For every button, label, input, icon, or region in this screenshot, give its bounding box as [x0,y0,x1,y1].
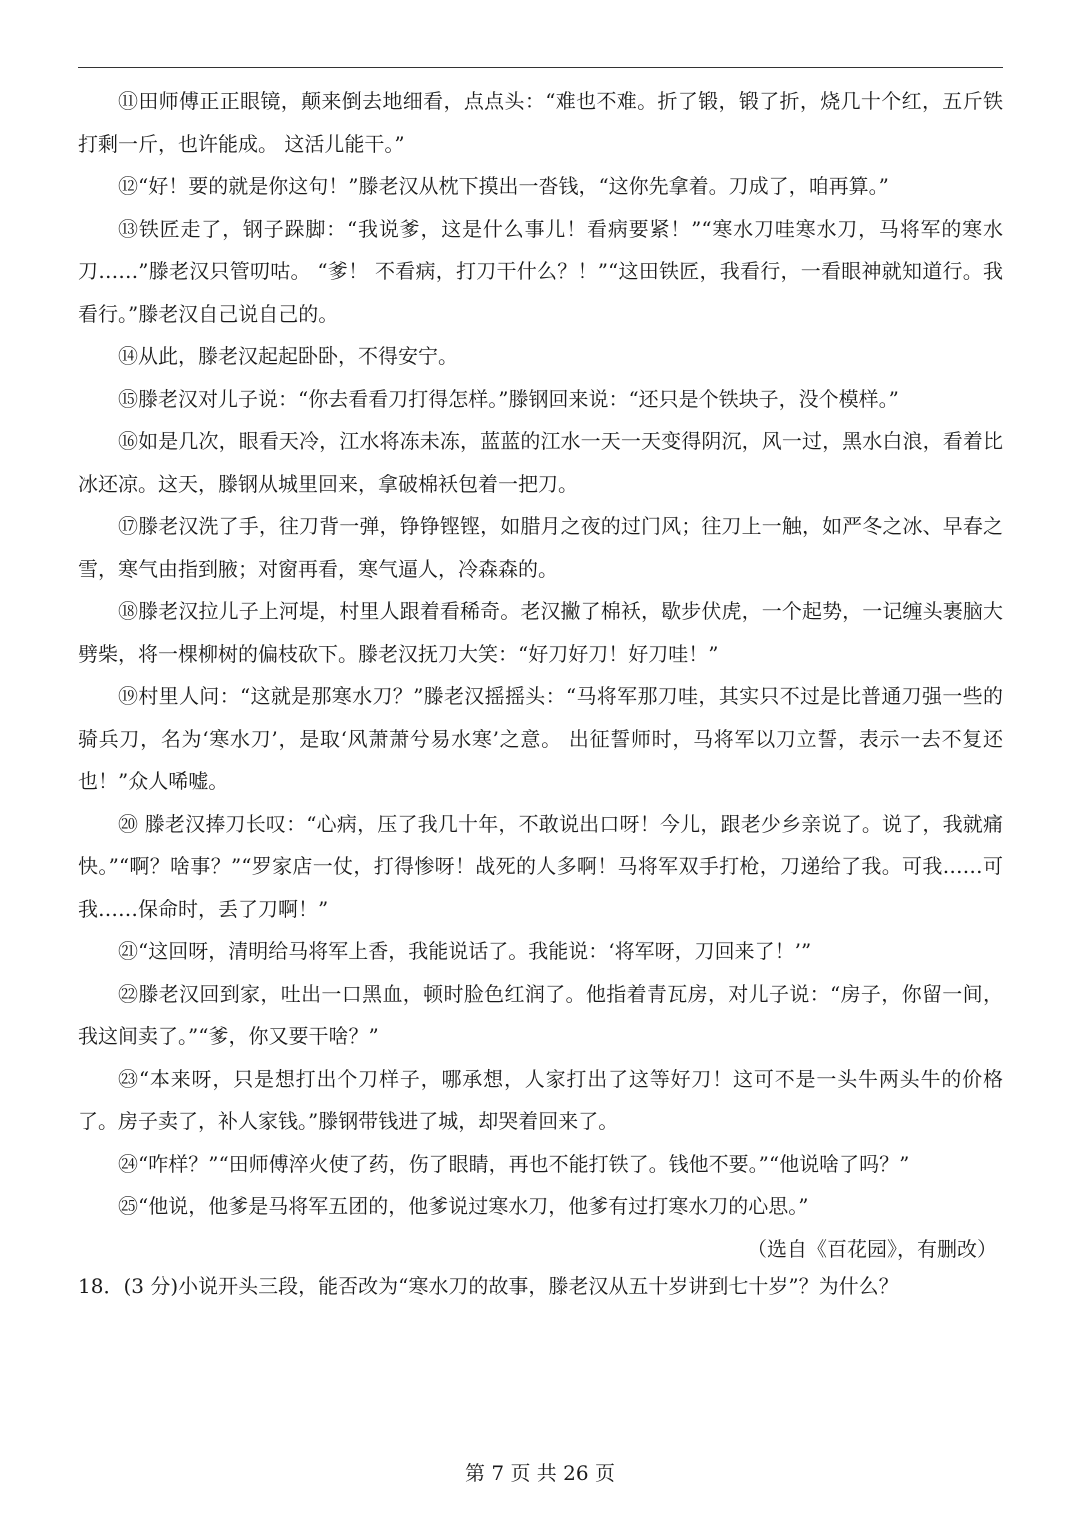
top-divider-line [78,67,1003,68]
story-text [78,80,1003,1270]
paragraph-16: ⑯如是几次，眼看天冷，江水将冻未冻，蓝蓝的江水一天一天变得阴沉，风一过，黑水白浪，看着比冰还凉。这天，滕钢从城里回来，拿破棉袄包着一把刀。 [78,429,1003,496]
paragraph-24: ㉔“咋样？”“田师傅淬火使了药，伤了眼睛，再也不能打铁了。钱他不要。”“他说啥了吗？” [118,1151,910,1176]
question-18: 18．(3 分)小说开头三段，能否改为“寒水刀的故事，滕老汉从五十岁讲到七十岁”？为什么？ [78,1274,899,1298]
paragraph-15: ⑮滕老汉对儿子说：“你去看看刀打得怎样。”滕钢回来说：“还只是个铁块子，没个模样。” [118,386,899,411]
paragraph-21: ㉑“这回呀，清明给马将军上香，我能说话了。我能说：‘将军呀，刀回来了！’” [118,939,812,963]
page-number-footer: 第 7 页 共 26 页 [465,1461,615,1485]
source-note: （选自《百花园》，有删改） [747,1236,997,1261]
paragraph-22: ㉒滕老汉回到家，吐出一口黑血，顿时脸色红润了。他指着青瓦房，对儿子说：“房子，你留一间，我这间卖了。”“爹，你又要干啥？” [78,981,1003,1048]
paragraph-12: ⑫“好！要的就是你这句！”滕老汉从枕下摸出一沓钱，“这你先拿着。刀成了，咱再算。” [118,174,889,198]
paragraph-14: ⑭从此，滕老汉起起卧卧，不得安宁。 [118,344,458,368]
paragraph-20: ⑳ 滕老汉捧刀长叹：“心病，压了我几十年，不敢说出口呀！今儿，跟老少乡亲说了。说了，我就痛快。”“啊？啥事？”“罗家店一仗，打得惨呀！战死的人多啊！马将军双手打枪，刀递给了我。可我……可我……保命时，丢了刀啊！” [78,811,1003,921]
paragraph-25: ㉕“他说，他爹是马将军五团的，他爹说过寒水刀，他爹有过打寒水刀的心思。” [118,1194,809,1218]
paragraph-18: ⑱滕老汉拉儿子上河堤，村里人跟着看稀奇。老汉撇了棉袄，歇步伏虎，一个起势，一记缠头裹脑大劈柴，将一棵柳树的偏枝砍下。滕老汉抚刀大笑：“好刀好刀！好刀哇！” [78,599,1003,666]
paragraph-17: ⑰滕老汉洗了手，往刀背一弹，铮铮铿铿，如腊月之夜的过门风；往刀上一触，如严冬之冰、早春之雪，寒气由指到腋；对窗再看，寒气逼人，冷森森的。 [78,514,1003,581]
paragraph-23: ㉓“本来呀，只是想打出个刀样子，哪承想，人家打出了这等好刀！这可不是一头牛两头牛的价格了。房子卖了，补人家钱。”滕钢带钱进了城，却哭着回来了。 [78,1066,1003,1133]
paragraph-11: ⑪田师傅正正眼镜，颠来倒去地细看，点点头：“难也不难。折了锻，锻了折，烧几十个红，五斤铁打剩一斤，也许能成。 这活儿能干。” [78,89,1003,156]
paragraph-19: ⑲村里人问：“这就是那寒水刀？”滕老汉摇摇头：“马将军那刀哇，其实只不过是比普通刀强一些的骑兵刀，名为‘寒水刀’，是取‘风萧萧兮易水寒’之意。 出征誓师时，马将军以刀立誓，表示一去不复还也！”众人唏嘘。 [78,684,1003,793]
paragraph-13: ⑬铁匠走了，钢子跺脚：“我说爹，这是什么事儿！看病要紧！”“寒水刀哇寒水刀，马将军的寒水刀……”滕老汉只管叨咕。 “爹！ 不看病，打刀干什么？！”“这田铁匠，我看行，一看眼神就知道行。我看行。”滕老汉自己说自己的。 [78,216,1003,326]
